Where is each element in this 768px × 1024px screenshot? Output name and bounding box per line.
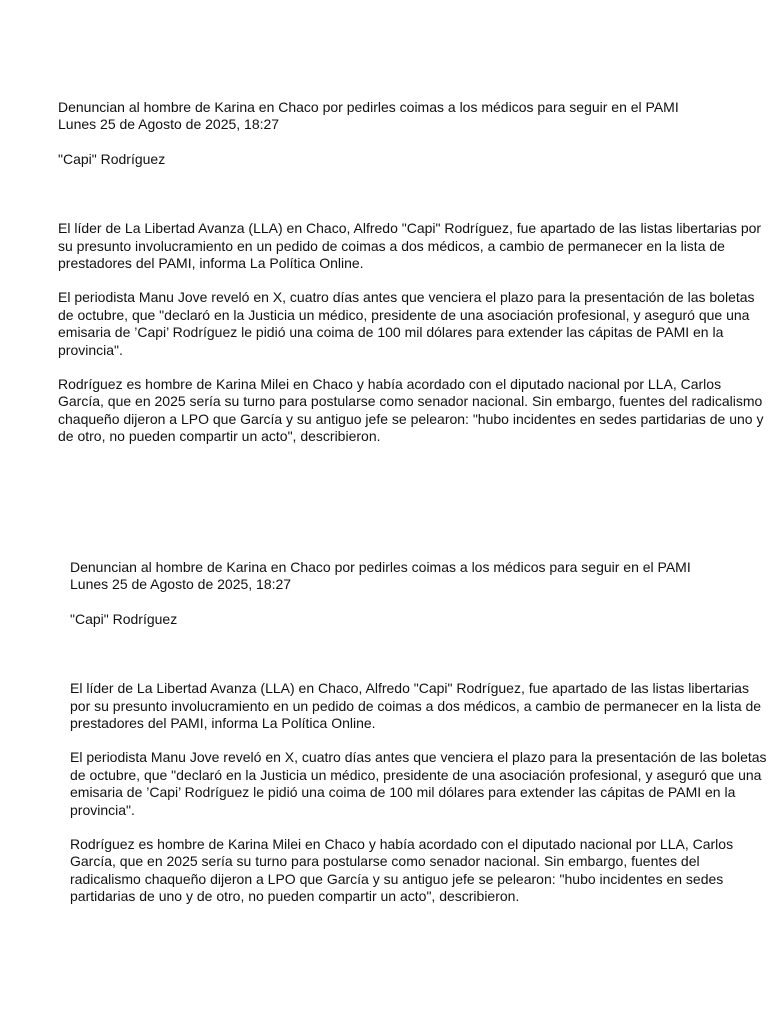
- article-headline: Denuncian al hombre de Karina en Chaco por pedirles coimas a los médicos para seguir en el PAMI: [58, 99, 679, 115]
- article-paragraph: El líder de La Libertad Avanza (LLA) en Chaco, Alfredo "Capi" Rodríguez, fue apartado de las listas libertarias por su presunto involucramiento en un pedido de coimas a dos médicos, a cambio de permanecer en la lista de prestadores del PAMI, informa La Política Online.: [58, 220, 762, 272]
- article-copy-1: [58, 99, 764, 446]
- article-headline: Denuncian al hombre de Karina en Chaco por pedirles coimas a los médicos para seguir en el PAMI: [70, 559, 691, 575]
- article-date: Lunes 25 de Agosto de 2025, 18:27: [70, 576, 292, 593]
- article-date: Lunes 25 de Agosto de 2025, 18:27: [58, 116, 280, 133]
- article-paragraph: Rodríguez es hombre de Karina Milei en Chaco y había acordado con el diputado nacional por LLA, Carlos García, que en 2025 sería su turno para postularse como senador nacional. Sin embargo, fuentes del radicalismo chaqueño dijeron a LPO que García y su antiguo jefe se pelearon: "hubo incidentes en sedes partidarias de uno y de otro, no pueden compartir un acto", describieron.: [70, 836, 734, 905]
- article-paragraph: El líder de La Libertad Avanza (LLA) en Chaco, Alfredo "Capi" Rodríguez, fue apartado de las listas libertarias por su presunto involucramiento en un pedido de coimas a dos médicos, a cambio de permanecer en la lista de prestadores del PAMI, informa La Política Online.: [70, 680, 762, 732]
- article-copy-2: [70, 559, 768, 906]
- article-paragraph: Rodríguez es hombre de Karina Milei en Chaco y había acordado con el diputado nacional por LLA, Carlos García, que en 2025 sería su turno para postularse como senador nacional. Sin embargo, fuentes del radicalismo chaqueño dijeron a LPO que García y su antiguo jefe se pelearon: "hubo incidentes en sedes partidarias de uno y de otro, no pueden compartir un acto", describieron.: [58, 376, 764, 445]
- article-paragraph: El periodista Manu Jove reveló en X, cuatro días antes que venciera el plazo para la presentación de las boletas de octubre, que "declaró en la Justicia un médico, presidente de una asociación profesional, y aseguró que una emisaria de ’Capi’ Rodríguez le pidió una coima de 100 mil dólares para extender las cápitas de PAMI en la provincia".: [70, 749, 767, 818]
- article-paragraph: El periodista Manu Jove reveló en X, cuatro días antes que venciera el plazo para la presentación de las boletas de octubre, que "declaró en la Justicia un médico, presidente de una asociación profesional, y aseguró que una emisaria de ’Capi’ Rodríguez le pidió una coima de 100 mil dólares para extender las cápitas de PAMI en la provincia".: [58, 289, 755, 358]
- image-caption: "Capi" Rodríguez: [58, 150, 166, 167]
- image-caption: "Capi" Rodríguez: [70, 610, 178, 627]
